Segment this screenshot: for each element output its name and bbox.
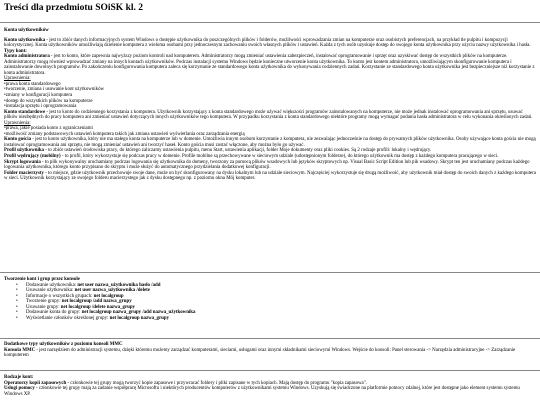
section-mmc bbox=[4, 342, 536, 359]
definition: - jest to zbiór danych informacyjnych system Windows o dostępie użytkownika do poszczególnych plików i folderów, możliwości wprowadzania zmian na komputerze oraz osobistych preferencjach, na przykład tle pulpitu i kompozycji kolorystycznej. Konta użytkowników umożliwiają dzielenie komputera z wieloma osobami przy jednoczesnym zachowaniu swoich własnych plików i ustawień. Każda z tych osób uzyskuje dostęp do swojego konta użytkownika przy użyciu nazwy użytkownika i hasła. bbox=[4, 37, 531, 49]
list-item bbox=[26, 316, 536, 322]
list-item: •tworzenie, zmiana i usuwanie kont użytkowników bbox=[4, 87, 105, 93]
command: net localgroup nazwa_grupy /add nazwa_użytkownika bbox=[81, 310, 196, 316]
divider bbox=[0, 370, 540, 371]
term: Konto użytkownika bbox=[4, 37, 46, 43]
term: Operatorzy kopii zapasowych bbox=[4, 380, 67, 386]
term: Profil wędrujący (mobilny) bbox=[4, 154, 61, 160]
paragraph-mmc bbox=[4, 348, 536, 359]
command-label: Dodawanie użytkownika: bbox=[26, 282, 78, 288]
section-heading: Tworzenie kont i grup przez konsole bbox=[4, 277, 80, 282]
command: net localgroup bbox=[93, 293, 124, 299]
command: net localgroup /delete nazwa_grupy bbox=[60, 304, 135, 310]
paragraph-user-account bbox=[4, 38, 536, 49]
divider bbox=[0, 22, 540, 23]
definition: - jest narzędziem do administracji systemu, dzięki któremu możemy zarządzać komputerami, sieciami, usługami oraz innymi składnikami sieciowymi Windows. Wejście do konsoli: Panel sterowania -> Narzędzia administracyjne -> Zarządzanie komputerem bbox=[4, 347, 516, 359]
section-user-accounts bbox=[4, 28, 536, 182]
section-heading: Rodzaje kont: bbox=[4, 375, 34, 380]
term: Folder macierzysty bbox=[4, 170, 44, 176]
command-label: Informacje o wszystkich grupach: bbox=[26, 293, 94, 299]
term: Konto standardowe bbox=[4, 109, 46, 115]
divider bbox=[0, 272, 540, 273]
paragraph-help-services bbox=[4, 386, 536, 397]
definition: - członkowie tej grupy mogą tworzyć kopie zapasowe i przywracać foldery i pliki zapisane w tych kopiach. Mają dostęp do programu "kopia zapasowa". bbox=[66, 380, 367, 386]
definition: - jest to konto użytkownika, który nie ma stałego konta na komputerze lub w domenie. Umożliwia innym osobom korzystanie z komputera, nie zezwalając jednocześnie na dostęp do prywatnych plików użytkownika. Osoby używające konta gościa nie mogą instalować oprogramowania ani sprzętu, nie mogą zmieniać ustawień ani tworzyć haseł. Konto gościa musi zostać włączone, aby można było go używać. bbox=[4, 137, 536, 148]
list-item: •możliwość zmiany podstawowych ustawień komputera takich jak zmiana ustawień wyświetlania oraz zarządzania energią bbox=[4, 131, 245, 137]
term: Konto gościa bbox=[4, 137, 32, 143]
list-item: •prawa, jakie posiada konto z ograniczeniami bbox=[4, 126, 93, 132]
section-account-kinds bbox=[4, 375, 536, 397]
command-label: Usuwanie użytkownika: bbox=[26, 288, 75, 294]
definition: - jest to konto, które zapewnia najwyższy poziom kontroli nad komputerem. Administratorzy mogą zmieniać ustawienia zabezpieczeń, instalować oprogramowanie i sprzęt oraz uzyskiwać dostęp do wszystkich plików na komputerze. Administratorzy mogą również wprowadzać zmiany na innych kontach użytkowników. Podczas instalacji systemu Windows będzie konieczne utworzenie konta użytkownika. To konto jest kontem administratora, umożliwiającym skonfigurowanie komputera i zainstalowanie dowolnych programów. Po zakończeniu konfigurowania komputera zaleca się korzystanie ze standardowego konta użytkownika do wykonywania codziennych zadań. Korzystanie ze standardowego konta użytkownika jest bezpieczniejsze niż korzystanie z konta administratora. bbox=[4, 54, 535, 76]
command: net user nazwa_użytkownika hasło /add bbox=[77, 282, 161, 288]
definition: - to plik wykonywalny uruchamiany podczas logowania się użytkownika do domeny, tworzony za pomocą plików wsadowych lub języków skryptowych np. Visual Basic Script Edition lub pik wsadowy. Skrypt ten jest uruchamiany podczas każdego logowania użytkownika, którego konto przypisano do skryptu i może służyć do automatycznego przydzielania dodatkowej konfiguracji. bbox=[4, 159, 530, 171]
definition: - to profil, który wykorzystuje się podczas pracy w domenie. Profile mobilne są przechowywane w sieciowym udziale (udostępnionym folderze), do którego użytkownik ma dostęp z każdego komputera pracującego w sieci. bbox=[60, 154, 499, 160]
divider bbox=[0, 338, 540, 339]
definition: - członkowie tej grupy mają za zadanie współpracę Microsoftu i niektórych producentów komputerów z użytkownikami systemu Windows. Uzyskują się świadczone na platformie pomocy zdalnej, które jest dostępne jako element systemu systemu Windows XP. bbox=[4, 386, 520, 397]
list-item: •dostęp do wszystkich plików na komputerze bbox=[4, 98, 93, 104]
definition: - to zbiór ustawień środowiska pracy, do którego zaliczamy ustawienia pulpitu, menu Start, ustawienia aplikacji, folder Moje dokumenty oraz pliki cookies. Są 2 rodzaje profili: lokalny i wędrujący. bbox=[44, 148, 432, 154]
section-heading: Konta użytkowników bbox=[4, 28, 49, 33]
term: Profil użytkownika bbox=[4, 148, 44, 154]
list-item: •zmiany w konfiguracji komputera bbox=[4, 93, 73, 99]
term: Konsola MMC bbox=[4, 347, 36, 353]
account-types-label: Typy kont: bbox=[4, 48, 27, 54]
list-item: •prawa konta standardowego bbox=[4, 81, 61, 87]
command-label: Tworzenie grupy: bbox=[26, 299, 62, 305]
command-label: Dodawanie konta do grupy: bbox=[26, 310, 82, 316]
definition: - jest to konto do codziennego korzystania z komputera. Użytkownik korzystający z konta standardowego może używać większości programów zainstalowanych na komputerze, nie może jednak instalować oprogramowania ani sprzętu, usuwać plików niezbędnych do pracy komputera ani zmieniać ustawień dotyczących innych użytkowników tego komputera. W przypadku korzystania z konta standardowego niektóre programy mogą wymagać podania hasła administratora w celu wykonania określonych zadań. bbox=[4, 109, 533, 121]
command-label: Wyświetlanie członków określonej grupy: bbox=[26, 315, 110, 321]
command: net localgroup nazwa_grupy bbox=[109, 315, 170, 321]
command: net user nazwa_użytkownika /delete bbox=[74, 288, 150, 294]
page-title: Treści dla przedmiotu SOiSK kl. 2 bbox=[4, 3, 143, 13]
term: Skrypt logowania bbox=[4, 159, 41, 165]
paragraph-standard-account bbox=[4, 110, 536, 121]
paragraph-home-folder bbox=[4, 171, 536, 182]
term: Usługi pomocy bbox=[4, 386, 35, 392]
command-list bbox=[4, 283, 536, 322]
paragraph-guest-account bbox=[4, 137, 536, 148]
paragraph-admin-account bbox=[4, 54, 536, 76]
permissions-label: Uprawnienia: bbox=[4, 120, 31, 126]
command-label: Usuwanie grupy: bbox=[26, 304, 61, 310]
term: Konto administratora bbox=[4, 54, 50, 60]
list-item: •instalacja sprzętu i oprogramowania bbox=[4, 104, 77, 110]
permissions-label: Uprawnienia: bbox=[4, 76, 31, 82]
paragraph-logon-script bbox=[4, 160, 536, 171]
command: net localgroup /add nazwa_grupy bbox=[61, 299, 132, 305]
section-console-accounts bbox=[4, 277, 536, 321]
section-heading: Dodatkowe typy użytkowników z poziomu konsoli MMC bbox=[4, 342, 123, 347]
definition: - to miejsce, gdzie użytkownik przechowuje swoje dane, może on być skonfigurowany na dysku lokalnym lub na udziale sieciowym. Najczęściej wykorzystuje się drugą możliwość, aby użytkownik miał dostęp do swoich danych z każdego komputera w sieci. Użytkownik korzystający ze swojego folderu macierzystego jak z dysku dostępnego np. z poziomu okna Mój komputer. bbox=[4, 170, 536, 182]
